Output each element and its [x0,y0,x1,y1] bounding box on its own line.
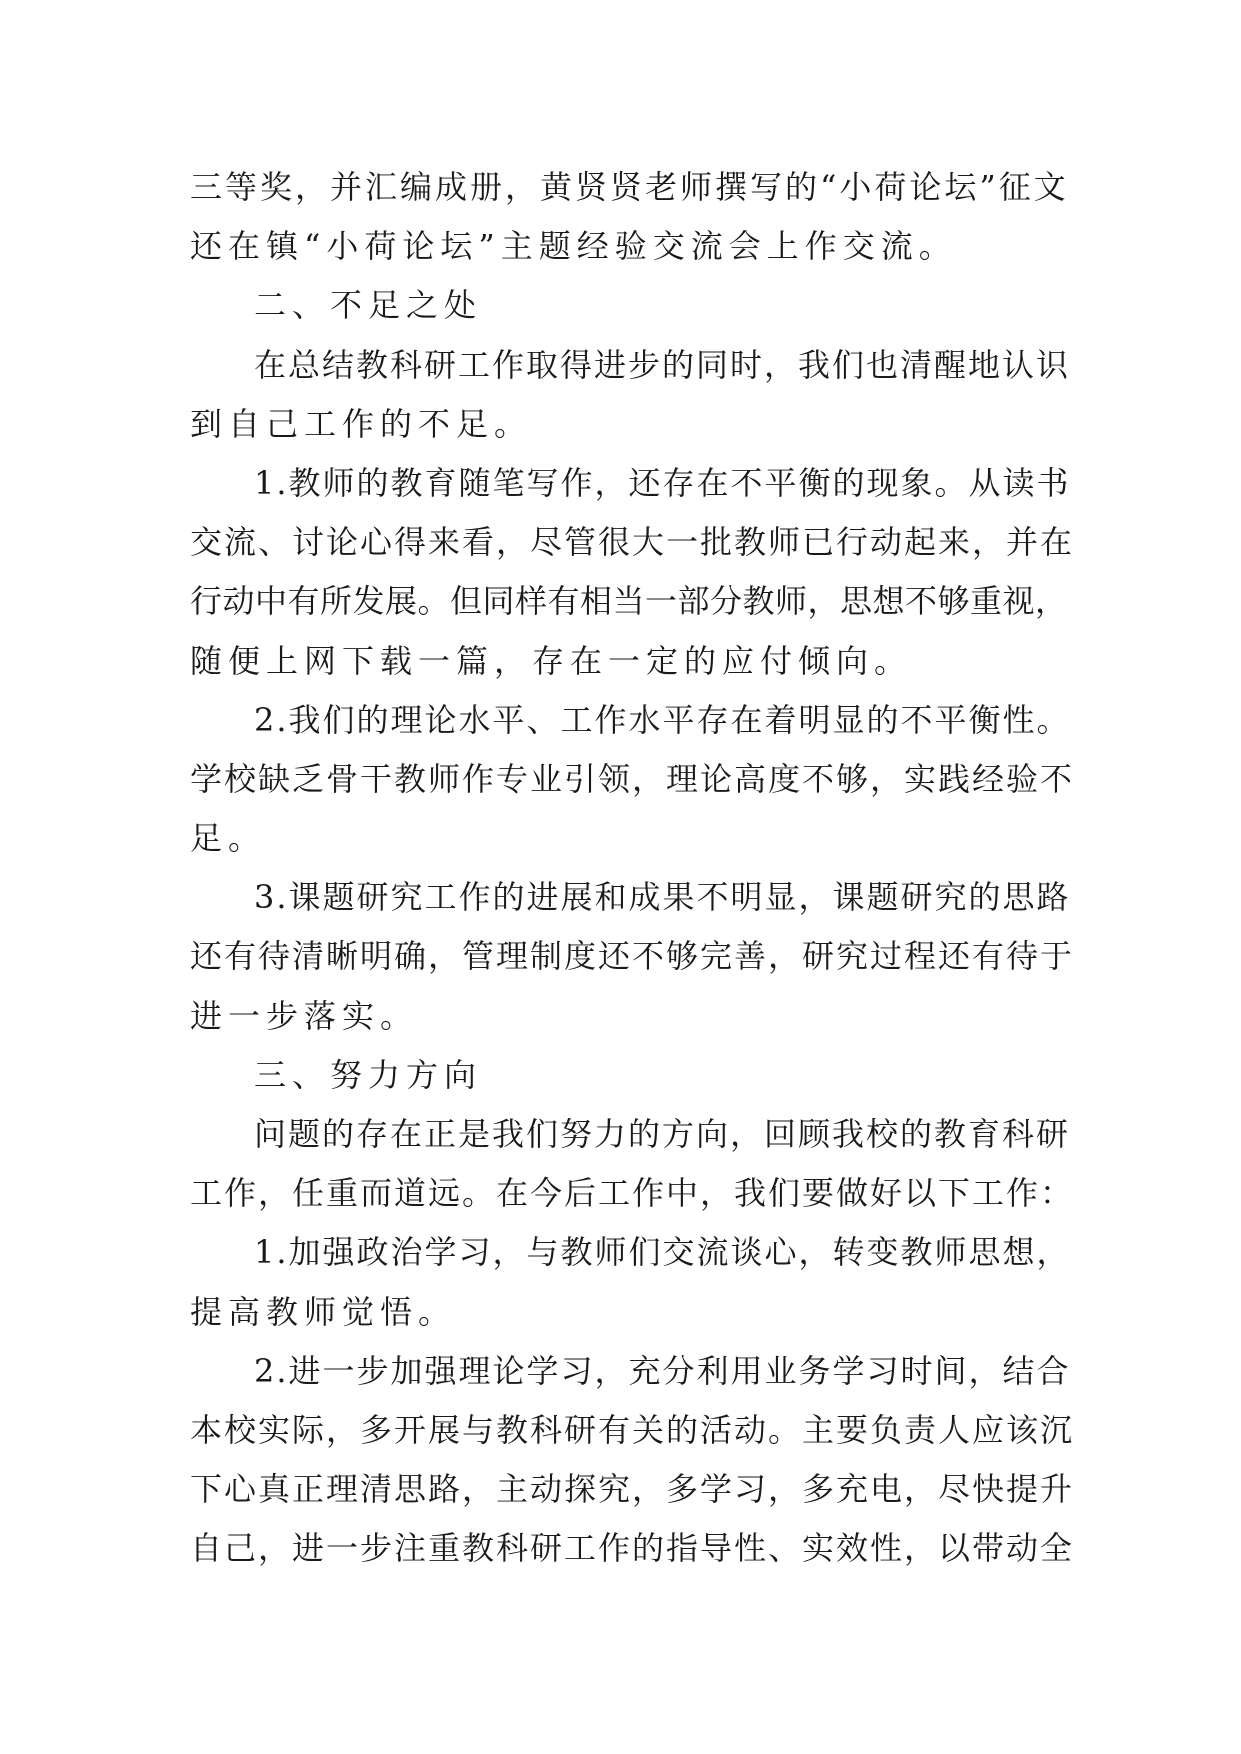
text-line: 二、不足之处 [254,286,483,325]
text-line: 还有待清晰明确，管理制度还不够完善，研究过程还有待于 [190,937,1075,976]
text-line: 学校缺乏骨干教师作专业引领，理论高度不够，实践经验不 [190,759,1075,798]
text-line: 到自己工作的不足。 [190,404,533,443]
text-line: 问题的存在正是我们努力的方向，回顾我校的教育科研 [254,1115,1071,1153]
text-line: 2.我们的理论水平、工作水平存在着明显的不平衡性。 [254,700,1071,739]
text-line: 1.教师的教育随笔写作，还存在不平衡的现象。从读书 [254,463,1071,502]
text-line: 本校实际，多开展与教科研有关的活动。主要负责人应该沉 [190,1410,1075,1449]
text-line: 3.课题研究工作的进展和成果不明显，课题研究的思路 [254,878,1071,917]
text-line: 提高教师觉悟。 [190,1292,457,1331]
text-line: 行动中有所发展。但同样有相当一部分教师，思想不够重视， [190,582,1068,621]
text-line: 三等奖，并汇编成册，黄贤贤老师撰写的“小荷论坛”征文 [190,168,1069,206]
text-line: 下心真正理清思路，主动探究，多学习，多充电，尽快提升 [190,1470,1075,1509]
text-line: 2.进一步加强理论学习，充分利用业务学习时间，结合 [254,1351,1071,1390]
text-line: 在总结教科研工作取得进步的同时，我们也清醒地认识 [254,345,1071,384]
text-line: 交流、讨论心得来看，尽管很大一批教师已行动起来，并在 [190,523,1075,562]
document-body [190,158,1080,1579]
text-line: 自己，进一步注重教科研工作的指导性、实效性，以带动全 [190,1529,1075,1568]
text-line: 进一步落实。 [190,996,419,1035]
text-line: 还在镇“小荷论坛”主题经验交流会上作交流。 [190,227,957,266]
text-line: 足。 [190,819,267,858]
text-line: 随便上网下载一篇，存在一定的应付倾向。 [190,641,913,680]
text-line: 工作，任重而道远。在今后工作中，我们要做好以下工作： [190,1174,1075,1213]
text-line: 1.加强政治学习，与教师们交流谈心，转变教师思想， [254,1233,1071,1272]
text-line: 三、努力方向 [254,1055,483,1094]
